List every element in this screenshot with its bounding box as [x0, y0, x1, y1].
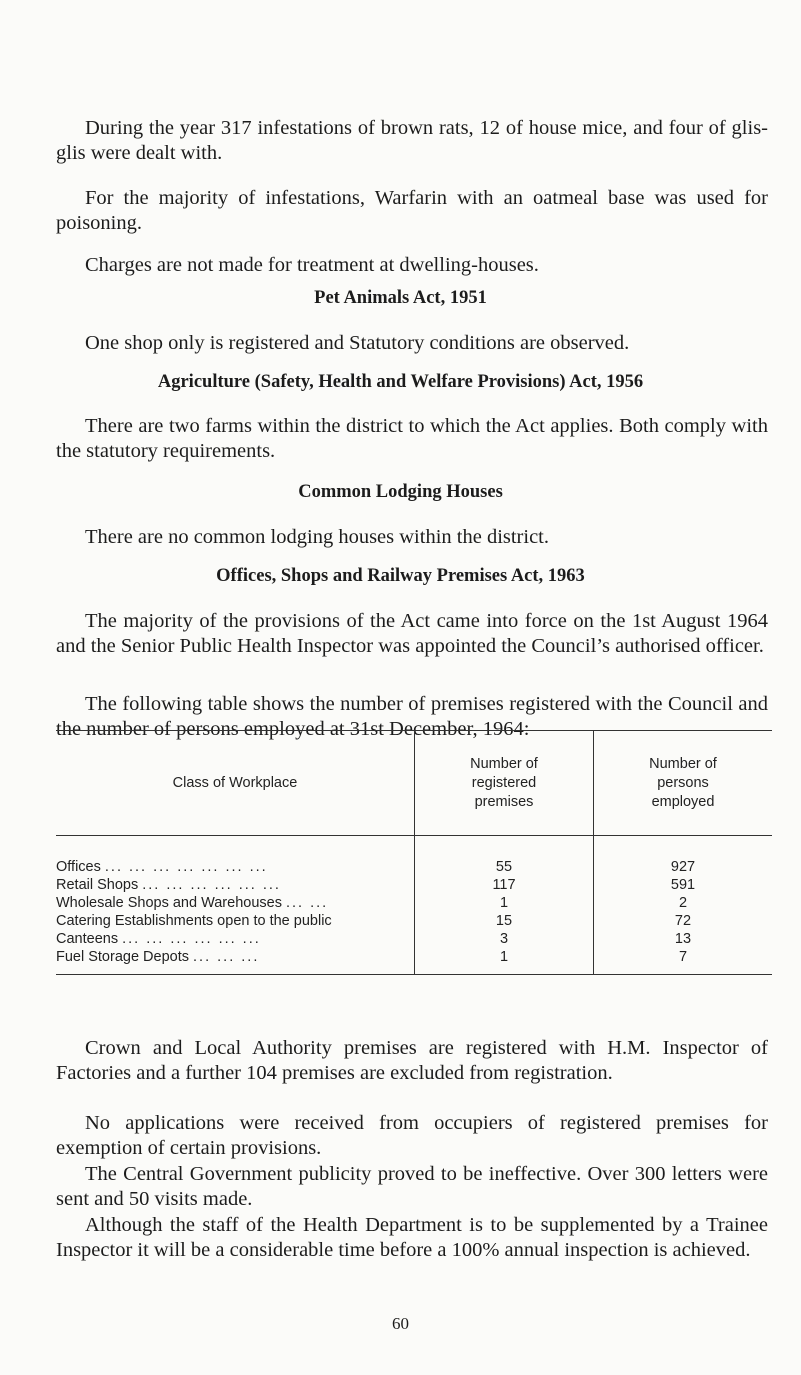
heading-agriculture-act: Agriculture (Safety, Health and Welfare Provisions) Act, 1956: [157, 372, 644, 392]
table-row: [56, 912, 772, 930]
paragraph-infestations: During the year 317 infestations of brown rats, 12 of house mice, and four of glis-glis were dealt with.: [56, 117, 768, 164]
cell-persons: 2: [594, 894, 773, 912]
header-premises-line1: Number of: [470, 755, 538, 772]
cell-class: [56, 912, 415, 930]
paragraph-crown-premises: Crown and Local Authority premises are registered with H.M. Inspector of Factories and a further 104 premises are excluded from registration.: [56, 1037, 768, 1084]
table-row: [56, 894, 772, 912]
paragraph-pet-shop: One shop only is registered and Statutory conditions are observed.: [85, 332, 630, 354]
paragraph-applications: No applications were received from occupiers of registered premises for exemption of certain provisions.: [56, 1112, 768, 1159]
header-class-of-workplace: Class of Workplace: [56, 731, 415, 836]
cell-premises: 3: [415, 930, 594, 948]
cell-class: [56, 836, 415, 877]
cell-premises: 15: [415, 912, 594, 930]
table-row: [56, 930, 772, 948]
table-row: [56, 876, 772, 894]
header-persons-line1: Number of: [649, 755, 717, 772]
cell-premises: 1: [415, 948, 594, 975]
leader-dots: ... ... ... ... ... ... ...: [104, 859, 268, 875]
row-name: Retail Shops: [56, 877, 139, 893]
row-name: Offices: [56, 859, 101, 875]
paragraph-publicity: The Central Government publicity proved to be ineffective. Over 300 letters were sent and 50 visits made.: [56, 1163, 768, 1210]
table-row: [56, 836, 772, 877]
header-persons-employed: [594, 731, 773, 836]
cell-class: [56, 876, 415, 894]
row-name: Canteens: [56, 931, 119, 947]
header-premises-line3: premises: [474, 793, 534, 810]
table-row: [56, 948, 772, 975]
cell-premises: 117: [415, 876, 594, 894]
paragraph-table-intro: The following table shows the number of premises registered with the Council and the number of persons employed at 31st December, 1964:—: [56, 693, 768, 740]
cell-persons: 927: [594, 836, 773, 877]
leader-dots: ... ... ... ... ... ...: [122, 931, 261, 947]
cell-persons: 7: [594, 948, 773, 975]
premises-table: [56, 730, 772, 975]
cell-class: [56, 894, 415, 912]
header-premises-line2: registered: [471, 774, 537, 791]
cell-persons: 13: [594, 930, 773, 948]
paragraph-provisions: The majority of the provisions of the Act came into force on the 1st August 1964 and the Senior Public Health Inspector was appointed the Council’s authorised officer.: [56, 610, 768, 657]
heading-pet-animals-act: Pet Animals Act, 1951: [314, 288, 487, 308]
leader-dots: ... ... ... ... ... ...: [142, 877, 281, 893]
cell-class: [56, 930, 415, 948]
page-number: 60: [392, 1314, 409, 1333]
row-name: Fuel Storage Depots: [56, 949, 189, 965]
row-name: Catering Establishments open to the public: [56, 913, 332, 929]
table-header-row: [56, 731, 772, 836]
heading-offices-shops-act: Offices, Shops and Railway Premises Act, 1963: [216, 566, 585, 586]
paragraph-warfarin: For the majority of infestations, Warfarin with an oatmeal base was used for poisoning.: [56, 187, 768, 234]
cell-persons: 591: [594, 876, 773, 894]
leader-dots: ... ... ...: [193, 949, 260, 965]
cell-persons: 72: [594, 912, 773, 930]
cell-premises: 55: [415, 836, 594, 877]
header-persons-line2: persons: [657, 774, 709, 791]
header-persons-line3: employed: [651, 793, 715, 810]
heading-common-lodging-houses: Common Lodging Houses: [298, 482, 503, 502]
row-name: Wholesale Shops and Warehouses: [56, 895, 282, 911]
cell-class: [56, 948, 415, 975]
header-registered-premises: [415, 731, 594, 836]
paragraph-charges: Charges are not made for treatment at dwelling-houses.: [85, 254, 539, 276]
paragraph-lodging: There are no common lodging houses within the district.: [85, 526, 550, 548]
leader-dots: ... ...: [286, 895, 329, 911]
cell-premises: 1: [415, 894, 594, 912]
paragraph-farms: There are two farms within the district to which the Act applies. Both comply with the statutory requirements.: [56, 415, 768, 462]
paragraph-staff: Although the staff of the Health Department is to be supplemented by a Trainee Inspector it will be a considerable time before a 100% annual inspection is achieved.: [56, 1214, 768, 1261]
